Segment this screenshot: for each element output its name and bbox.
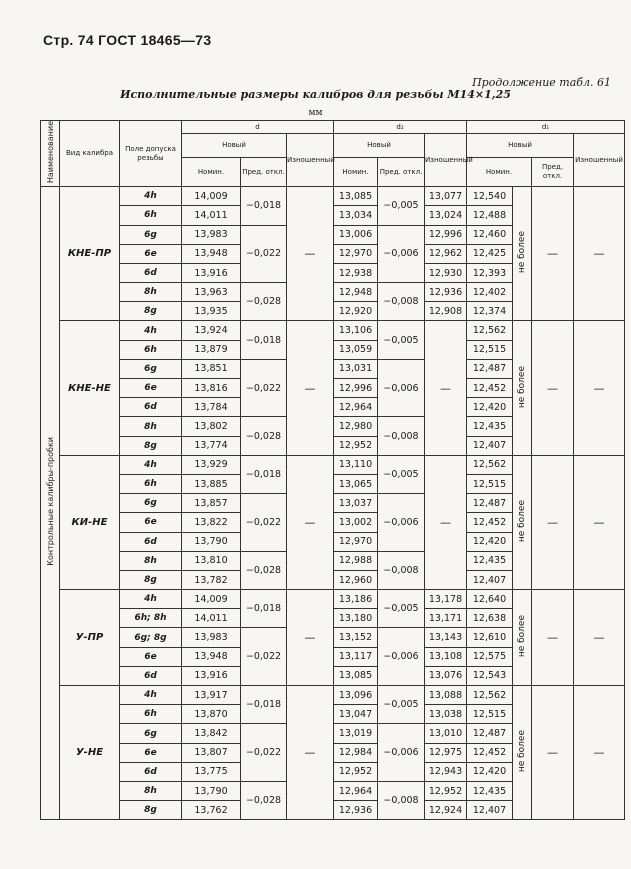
d1-nominal: 12,374	[467, 302, 513, 321]
tolerance-field: 4h	[120, 455, 182, 474]
d2-deviation: −0,006	[378, 628, 425, 686]
d2-worn: 13,108	[425, 647, 467, 666]
tolerance-field: 6d	[120, 398, 182, 417]
d-nominal: 13,790	[182, 781, 241, 800]
d2-worn: —	[425, 321, 467, 455]
d-nominal: 13,929	[182, 455, 241, 474]
d2-deviation: −0,008	[378, 551, 425, 589]
d-worn: —	[287, 321, 334, 455]
d-nominal: 13,916	[182, 263, 241, 282]
tolerance-field: 8h	[120, 283, 182, 302]
tolerance-field: 6e	[120, 513, 182, 532]
d-nominal: 14,009	[182, 590, 241, 609]
d2-worn: —	[425, 455, 467, 589]
d1-deviation: —	[532, 590, 574, 686]
tolerance-field: 8g	[120, 436, 182, 455]
d-nominal: 13,784	[182, 398, 241, 417]
d2-nominal: 13,110	[334, 455, 378, 474]
gauge-kind: КИ-НЕ	[60, 455, 120, 589]
d-nominal: 13,782	[182, 570, 241, 589]
d2-nominal: 13,002	[334, 513, 378, 532]
d2-worn: 13,143	[425, 628, 467, 647]
d-nominal: 14,011	[182, 609, 241, 628]
tolerance-field: 4h	[120, 187, 182, 206]
col-kind-header: Вид калибра	[60, 121, 120, 187]
d-nominal: 13,762	[182, 801, 241, 820]
table-row	[41, 187, 625, 206]
d-nominal: 13,842	[182, 724, 241, 743]
d2-nominal: 13,152	[334, 628, 378, 647]
d2-nominal: 13,031	[334, 359, 378, 378]
d1-nominal: 12,543	[467, 666, 513, 685]
d1-nominal: 12,420	[467, 398, 513, 417]
table-row	[41, 321, 625, 340]
tolerance-field: 8h	[120, 781, 182, 800]
table-title: Исполнительные размеры калибров для резьбы М14×1,25	[120, 88, 511, 101]
d2-nominal: 13,106	[334, 321, 378, 340]
d-pred-header: Пред. откл.	[241, 158, 287, 187]
tolerance-field: 6d	[120, 666, 182, 685]
tolerance-field: 6e	[120, 647, 182, 666]
d-nominal: 13,802	[182, 417, 241, 436]
table-body	[41, 187, 625, 820]
tolerance-field: 4h	[120, 686, 182, 705]
d1-not-more-cell	[513, 686, 532, 820]
d-deviation: −0,018	[241, 686, 287, 724]
d1-nominal: 12,575	[467, 647, 513, 666]
d1-nominal: 12,407	[467, 570, 513, 589]
d2-worn: 12,962	[425, 244, 467, 263]
d1-nominal: 12,488	[467, 206, 513, 225]
d1-not-more: не более	[517, 499, 528, 543]
d-nominal: 13,816	[182, 379, 241, 398]
d-nominal: 13,774	[182, 436, 241, 455]
d-deviation: −0,028	[241, 551, 287, 589]
d1-nominal: 12,515	[467, 705, 513, 724]
d2-worn: 12,924	[425, 801, 467, 820]
d1-new-header: Новый	[467, 134, 574, 158]
d2-deviation: −0,005	[378, 590, 425, 628]
d2-worn: 13,171	[425, 609, 467, 628]
d2-deviation: −0,008	[378, 417, 425, 455]
tolerance-field: 6g	[120, 225, 182, 244]
d-nominal: 13,810	[182, 551, 241, 570]
tolerance-field: 6e	[120, 743, 182, 762]
gauge-kind: КНЕ-ПР	[60, 187, 120, 321]
tolerance-field: 6d	[120, 762, 182, 781]
d1-worn: —	[574, 455, 625, 589]
d-worn: —	[287, 455, 334, 589]
d2-nominal: 12,970	[334, 244, 378, 263]
d1-worn: —	[574, 187, 625, 321]
d2-nominal: 13,059	[334, 340, 378, 359]
d2-nominal: 12,988	[334, 551, 378, 570]
d2-nominal: 13,186	[334, 590, 378, 609]
d2-new-header: Новый	[334, 134, 425, 158]
col-d2-header: d₂	[334, 121, 467, 134]
d1-nominal: 12,407	[467, 436, 513, 455]
d2-worn: 12,936	[425, 283, 467, 302]
d2-nominal: 13,085	[334, 666, 378, 685]
d-deviation: −0,028	[241, 781, 287, 819]
d2-nominal: 13,019	[334, 724, 378, 743]
d2-nominal: 12,936	[334, 801, 378, 820]
d1-nominal: 12,393	[467, 263, 513, 282]
tolerance-field: 8g	[120, 302, 182, 321]
d1-nominal: 12,487	[467, 724, 513, 743]
side-label: Контрольные калибры-пробки	[45, 437, 55, 567]
d1-nominal: 12,452	[467, 513, 513, 532]
side-label-cell	[41, 187, 60, 820]
d1-nominal: 12,487	[467, 494, 513, 513]
d1-not-more-cell	[513, 455, 532, 589]
d-nominal: 13,948	[182, 244, 241, 263]
col-d1-header: d₁	[467, 121, 625, 134]
d-worn: —	[287, 187, 334, 321]
d-nominal: 13,870	[182, 705, 241, 724]
d2-deviation: −0,006	[378, 225, 425, 283]
d1-nominal: 12,640	[467, 590, 513, 609]
d2-deviation: −0,005	[378, 686, 425, 724]
d-deviation: −0,018	[241, 187, 287, 225]
d2-nominal: 12,952	[334, 762, 378, 781]
d1-worn: —	[574, 590, 625, 686]
d2-worn: 13,038	[425, 705, 467, 724]
d2-nominal: 13,006	[334, 225, 378, 244]
d2-deviation: −0,008	[378, 781, 425, 819]
tolerance-field: 8g	[120, 570, 182, 589]
d1-deviation: —	[532, 321, 574, 455]
d2-pred-header: Пред. откл.	[378, 158, 425, 187]
gauge-kind: У-ПР	[60, 590, 120, 686]
d1-nominal: 12,540	[467, 187, 513, 206]
d2-worn: 13,178	[425, 590, 467, 609]
d1-deviation: —	[532, 455, 574, 589]
d-worn: —	[287, 590, 334, 686]
d-nominal: 14,011	[182, 206, 241, 225]
d1-not-more-cell	[513, 321, 532, 455]
d1-nominal: 12,562	[467, 455, 513, 474]
d-deviation: −0,018	[241, 321, 287, 359]
d1-nominal: 12,420	[467, 762, 513, 781]
d-nominal: 13,822	[182, 513, 241, 532]
d2-worn: 12,975	[425, 743, 467, 762]
d2-nominal: 12,938	[334, 263, 378, 282]
d1-not-more: не более	[517, 231, 528, 274]
d1-nominal: 12,420	[467, 532, 513, 551]
d2-nominal: 13,047	[334, 705, 378, 724]
d1-nominal: 12,562	[467, 321, 513, 340]
d2-nominal: 12,964	[334, 398, 378, 417]
d1-not-more: не более	[517, 730, 528, 773]
tolerance-field: 6g	[120, 359, 182, 378]
d-nominal: 13,983	[182, 225, 241, 244]
d2-nominal: 12,980	[334, 417, 378, 436]
d1-nominal: 12,638	[467, 609, 513, 628]
tolerance-field: 6g; 8g	[120, 628, 182, 647]
d2-worn: 12,943	[425, 762, 467, 781]
d1-not-more: не более	[517, 365, 528, 408]
d1-nominal: 12,562	[467, 686, 513, 705]
d-nom-header: Номин.	[182, 158, 241, 187]
d2-worn: 13,024	[425, 206, 467, 225]
d1-nominal: 12,407	[467, 801, 513, 820]
d1-worn: —	[574, 321, 625, 455]
tolerance-field: 8h	[120, 417, 182, 436]
d1-nominal: 12,435	[467, 417, 513, 436]
d2-worn: 12,908	[425, 302, 467, 321]
d-deviation: −0,028	[241, 283, 287, 321]
d1-nominal: 12,435	[467, 781, 513, 800]
gauge-dimensions-table	[40, 120, 625, 820]
d-nominal: 13,917	[182, 686, 241, 705]
tolerance-field: 6e	[120, 244, 182, 263]
d2-nominal: 13,096	[334, 686, 378, 705]
d2-nominal: 13,180	[334, 609, 378, 628]
d2-worn-header: Изношенный	[425, 134, 467, 187]
d1-not-more: не более	[517, 614, 528, 658]
d2-nominal: 13,085	[334, 187, 378, 206]
d-worn-header: Изношенный	[287, 134, 334, 187]
d2-nominal: 12,984	[334, 743, 378, 762]
unit-label: мм	[308, 108, 323, 118]
tolerance-field: 4h	[120, 321, 182, 340]
d-nominal: 14,009	[182, 187, 241, 206]
d2-deviation: −0,008	[378, 283, 425, 321]
d2-nominal: 12,920	[334, 302, 378, 321]
d-deviation: −0,022	[241, 628, 287, 686]
d2-nominal: 12,948	[334, 283, 378, 302]
tolerance-field: 6h	[120, 474, 182, 493]
d2-deviation: −0,006	[378, 359, 425, 417]
d2-nominal: 12,964	[334, 781, 378, 800]
d2-nominal: 12,996	[334, 379, 378, 398]
gauge-kind: У-НЕ	[60, 686, 120, 820]
d2-worn: 13,010	[425, 724, 467, 743]
page-header: Стр. 74 ГОСТ 18465—73	[43, 32, 212, 48]
d1-not-more-cell	[513, 187, 532, 321]
d2-nominal: 13,065	[334, 474, 378, 493]
d1-nominal: 12,460	[467, 225, 513, 244]
d-nominal: 13,857	[182, 494, 241, 513]
d1-nominal: 12,435	[467, 551, 513, 570]
d-nominal: 13,879	[182, 340, 241, 359]
d-nominal: 13,963	[182, 283, 241, 302]
d1-deviation: —	[532, 187, 574, 321]
d2-nominal: 13,037	[334, 494, 378, 513]
tolerance-field: 4h	[120, 590, 182, 609]
d2-deviation: −0,005	[378, 187, 425, 225]
d1-worn: —	[574, 686, 625, 820]
tolerance-field: 6g	[120, 494, 182, 513]
d2-worn: 12,930	[425, 263, 467, 282]
d-deviation: −0,022	[241, 494, 287, 552]
d1-nominal: 12,402	[467, 283, 513, 302]
tolerance-field: 6d	[120, 263, 182, 282]
d-nominal: 13,790	[182, 532, 241, 551]
d1-not-more-cell	[513, 590, 532, 686]
d2-deviation: −0,006	[378, 724, 425, 782]
d-nominal: 13,807	[182, 743, 241, 762]
d2-nominal: 12,952	[334, 436, 378, 455]
tolerance-field: 6d	[120, 532, 182, 551]
d1-nom-header: Номин.	[467, 158, 532, 187]
d-nominal: 13,948	[182, 647, 241, 666]
table-row	[41, 455, 625, 474]
tolerance-field: 6g	[120, 724, 182, 743]
d2-nominal: 13,034	[334, 206, 378, 225]
d1-nominal: 12,452	[467, 379, 513, 398]
d1-pred-header: Пред. откл.	[532, 158, 574, 187]
tolerance-field: 6e	[120, 379, 182, 398]
d2-deviation: −0,005	[378, 321, 425, 359]
d2-nominal: 13,117	[334, 647, 378, 666]
d1-nominal: 12,452	[467, 743, 513, 762]
gauge-kind: КНЕ-НЕ	[60, 321, 120, 455]
d2-worn: 13,088	[425, 686, 467, 705]
d-nominal: 13,983	[182, 628, 241, 647]
tolerance-field: 8g	[120, 801, 182, 820]
col-d-header: d	[182, 121, 334, 134]
d1-nominal: 12,487	[467, 359, 513, 378]
d-nominal: 13,885	[182, 474, 241, 493]
table-row	[41, 686, 625, 705]
continuation-note: Продолжение табл. 61	[472, 76, 611, 89]
tolerance-field: 6h; 8h	[120, 609, 182, 628]
d2-worn: 12,952	[425, 781, 467, 800]
d1-nominal: 12,515	[467, 340, 513, 359]
d-nominal: 13,916	[182, 666, 241, 685]
tolerance-field: 6h	[120, 705, 182, 724]
d-nominal: 13,851	[182, 359, 241, 378]
tolerance-field: 6h	[120, 206, 182, 225]
tolerance-field: 8h	[120, 551, 182, 570]
d2-worn: 13,077	[425, 187, 467, 206]
table-row	[41, 590, 625, 609]
d-deviation: −0,028	[241, 417, 287, 455]
col-field-header: Поле допуска резьбы	[120, 121, 182, 187]
d-nominal: 13,924	[182, 321, 241, 340]
d-deviation: −0,018	[241, 590, 287, 628]
d2-worn: 12,996	[425, 225, 467, 244]
d-worn: —	[287, 686, 334, 820]
d2-worn: 13,076	[425, 666, 467, 685]
d1-nominal: 12,610	[467, 628, 513, 647]
d1-worn-header: Изношенный	[574, 134, 625, 187]
d-nominal: 13,775	[182, 762, 241, 781]
d-deviation: −0,022	[241, 225, 287, 283]
d1-deviation: —	[532, 686, 574, 820]
d-deviation: −0,018	[241, 455, 287, 493]
d2-nominal: 12,960	[334, 570, 378, 589]
d1-nominal: 12,425	[467, 244, 513, 263]
d2-deviation: −0,005	[378, 455, 425, 493]
d-deviation: −0,022	[241, 359, 287, 417]
d-nominal: 13,935	[182, 302, 241, 321]
d2-deviation: −0,006	[378, 494, 425, 552]
d-deviation: −0,022	[241, 724, 287, 782]
col-name-header: Наименование	[41, 121, 60, 187]
d2-nom-header: Номин.	[334, 158, 378, 187]
d1-nominal: 12,515	[467, 474, 513, 493]
d-new-header: Новый	[182, 134, 287, 158]
tolerance-field: 6h	[120, 340, 182, 359]
d2-nominal: 12,970	[334, 532, 378, 551]
